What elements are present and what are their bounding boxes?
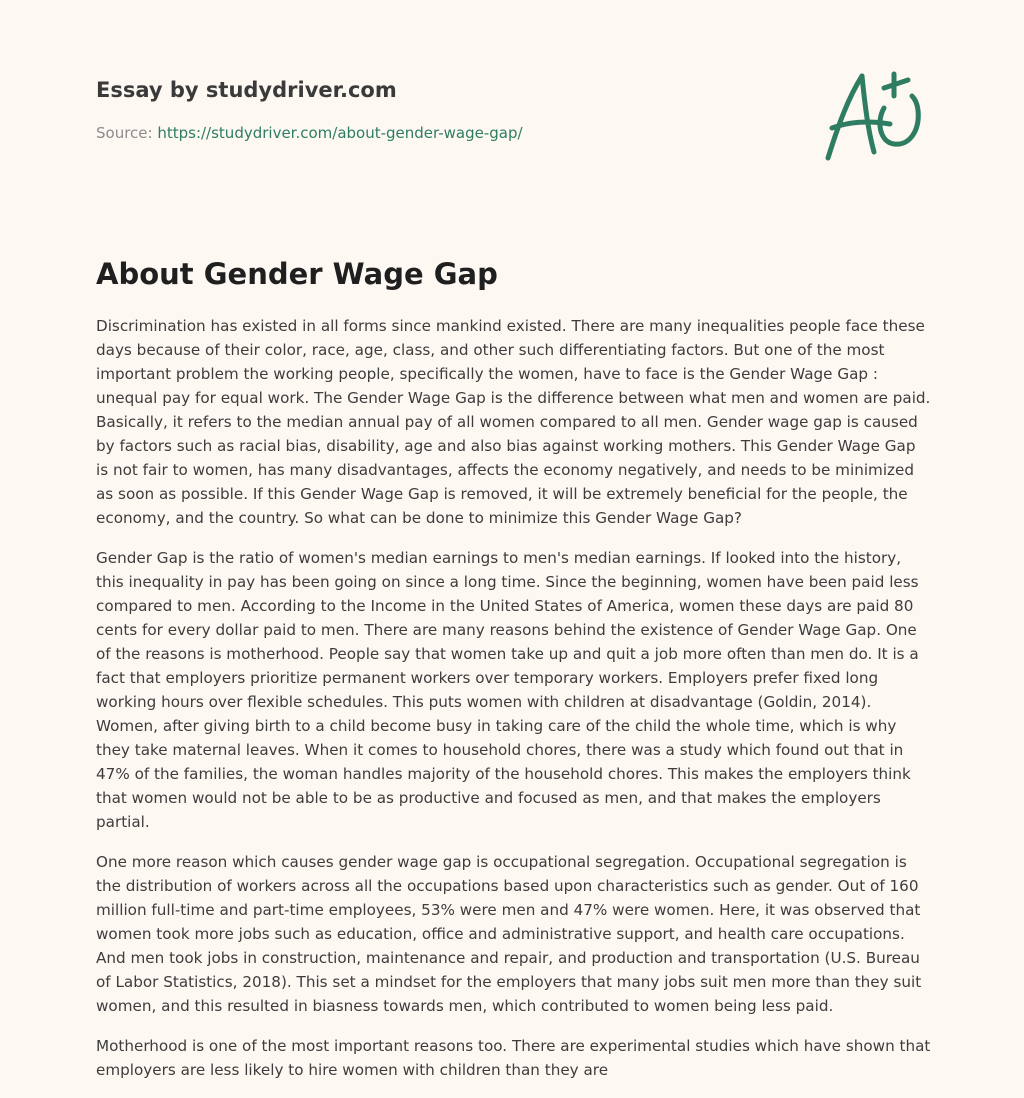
essay-header [96, 76, 523, 143]
essay-paragraph: Discrimination has existed in all forms since mankind existed. There are many inequalities people face these days because of their color, race, age, class, and other such differentiating factors. But one of the most important problem the working people, specifically the women, have to face is the Gender Wage Gap : unequal pay for equal work. The Gender Wage Gap is the difference between what men and women are paid. Basically, it refers to the median annual pay of all women compared to all men. Gender wage gap is caused by factors such as racial bias, disability, age and also bias against working mothers. This Gender Wage Gap is not fair to women, has many disadvantages, affects the economy negatively, and needs to be minimized as soon as possible. If this Gender Wage Gap is removed, it will be extremely beneficial for the people, the economy, and the country. So what can be done to minimize this Gender Wage Gap? [96, 317, 931, 527]
source-label: Source: [96, 124, 158, 142]
source-line [96, 123, 523, 143]
source-link[interactable]: https://studydriver.com/about-gender-wage-gap/ [157, 124, 523, 142]
essay-paragraph: Motherhood is one of the most important reasons too. There are experimental studies which have shown that employers are less likely to hire women with children than they are [96, 1037, 931, 1079]
essay-paragraph: One more reason which causes gender wage gap is occupational segregation. Occupational segregation is the distribution of workers across all the occupations based upon characteristics such as gender. Out of 160 million full-time and part-time employees, 53% were men and 47% were women. Here, it was observed that women took more jobs such as education, office and administrative support, and health care occupations. And men took jobs in construction, maintenance and repair, and production and transportation (U.S. Bureau of Labor Statistics, 2018). This set a mindset for the employers that many jobs suit men more than they suit women, and this resulted in biasness towards men, which contributed to women being less paid. [96, 853, 922, 1015]
a-plus-grade-icon [818, 66, 930, 166]
essay-title: About Gender Wage Gap [96, 257, 498, 291]
essay-paragraph: Gender Gap is the ratio of women's median earnings to men's median earnings. If looked into the history, this inequality in pay has been going on since a long time. Since the beginning, women have been paid less compared to men. According to the Income in the United States of America, women these days are paid 80 cents for every dollar paid to men. There are many reasons behind the existence of Gender Wage Gap. One of the reasons is motherhood. People say that women take up and quit a job more often than men do. It is a fact that employers prioritize permanent workers over temporary workers. Employers prefer fixed long working hours over flexible schedules. This puts women with children at disadvantage (Goldin, 2014). Women, after giving birth to a child become busy in taking care of the child the whole time, which is why they take maternal leaves. When it comes to household chores, there was a study which found out that in 47% of the families, the woman handles majority of the household chores. This makes the employers think that women would not be able to be as productive and focused as men, and that makes the employers partial. [96, 549, 919, 831]
essay-body [96, 314, 932, 1098]
site-brand: Essay by studydriver.com [96, 78, 397, 102]
